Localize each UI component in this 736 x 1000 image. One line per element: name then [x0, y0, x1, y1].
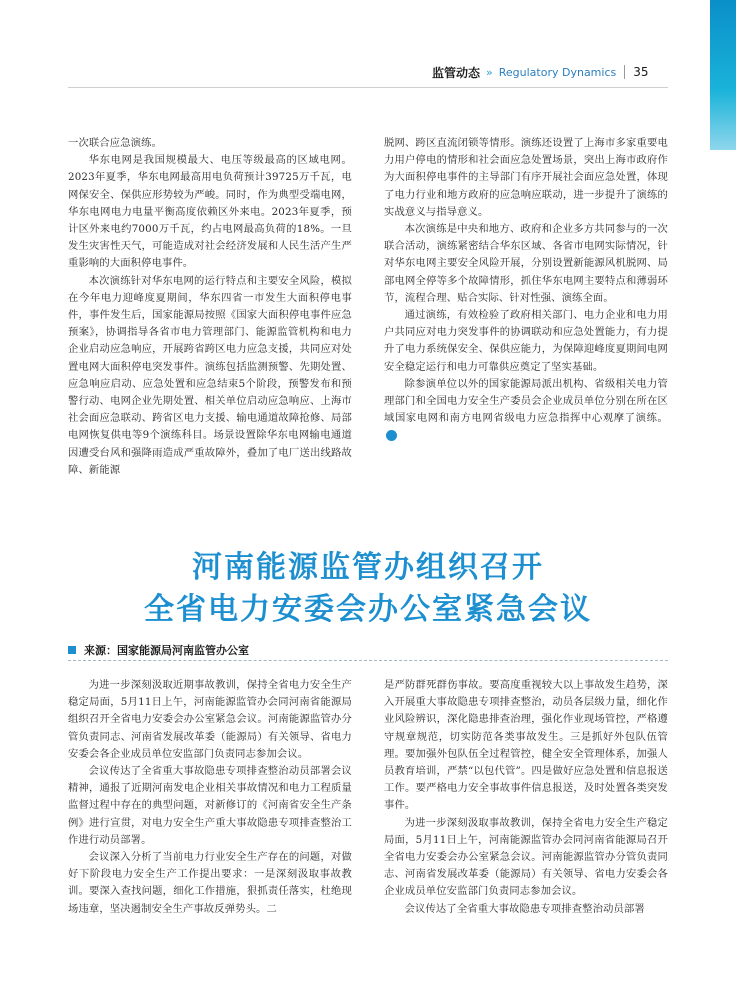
article2-column-right — [384, 677, 668, 918]
source-label: 来源：国家能源局河南监管办公室 — [84, 644, 249, 657]
chevron-right-icon: » — [486, 65, 493, 79]
paragraph: 为进一步深刻汲取事故教训，保持全省电力安全生产稳定局面，5月11日上午，河南能源监管办会同河南省能源局召开全省电力安委会办公室紧急会议。河南能源监管办分管负责同志、河南省发展改革委（能源局）有关领导、省电力安委会各企业成员单位安监部门负责同志参加会议。 — [384, 816, 668, 898]
paragraph-text: 除参演单位以外的国家能源局派出机构、省级相关电力管理部门和全国电力安全生产委员会企业成员单位分别在所在区域国家电网和南方电网省级电力应急指挥中心观摩了演练。 — [384, 377, 668, 425]
header-rule — [68, 87, 668, 88]
article1-column-left — [68, 135, 352, 479]
decorative-corner-band — [710, 0, 736, 150]
paragraph: 脱网、跨区直流闭锁等情形。演练还设置了上海市多家重要电力用户停电的情形和社会面应急处置场景，突出上海市政府作为大面积停电事件的主导部门有序开展社会面应急处置，体现了电力行业和地方政府的应急响应联动，进一步提升了演练的实战意义与指导意义。 — [384, 137, 668, 218]
article-headline-line2: 全省电力安委会办公室紧急会议 — [144, 592, 592, 627]
square-bullet-icon — [68, 646, 76, 654]
article1-column-right — [384, 135, 668, 445]
running-header — [432, 62, 672, 82]
paragraph: 通过演练，有效检验了政府相关部门、电力企业和电力用户共同应对电力突发事件的协调联动和应急处置能力，有力提升了电力系统保安全、保供应能力，为保障迎峰度夏期间电网安全稳定运行和电力可靠供应奠定了坚实基础。 — [384, 309, 668, 373]
section-title-en: Regulatory Dynamics — [498, 65, 617, 79]
section-title: 监管动态 — [432, 65, 481, 80]
article2-column-left — [68, 677, 352, 918]
page-number: 35 — [633, 65, 649, 79]
header-divider — [624, 65, 625, 79]
paragraph: 是严防群死群伤事故。要高度重视较大以上事故发生趋势，深入开展重大事故隐患专项排查整治，动员各层级力量，细化作业风险辨识，深化隐患排查治理，强化作业现场管控，严格遵守规章规范，切实防范各类事故发生。三是抓好外包队伍管理。要加强外包队伍全过程管控，健全安全管理体系，加强人员教育培训，严禁“以包代管”。四是做好应急处置和信息报送工作。要严格电力安全事故事件信息报送，及时处置各类突发事件。 — [384, 679, 668, 812]
paragraph: 本次演练是中央和地方、政府和企业多方共同参与的一次联合活动，演练紧密结合华东区域、各省市电网实际情况，针对华东电网主要安全风险开展，分别设置新能源风机脱网、局部电网全停等多个故障情形，抓住华东电网主要特点和薄弱环节，流程合理、贴合实际、针对性强、演练全面。 — [384, 223, 668, 304]
paragraph: 本次演练针对华东电网的运行特点和主要安全风险，模拟在今年电力迎峰度夏期间，华东四省一市发生大面积停电事件，事件发生后，国家能源局按照《国家大面积停电事件应急预案》，协调指导各省市电力管理部门、能源监管机构和电力企业启动应急响应，开展跨省跨区电力应急支援，共同应对处置电网大面积停电突发事件。演练包括监测预警、先期处置、应急响应启动、应急处置和应急结束5个阶段，预警发布和预警行动、电网企业先期处置、相关单位启动应急响应、上海市社会面应急联动、跨省区电力支援、输电通道故障抢修、局部电网恢复供电等9个演练科目。场景设置除华东电网输电通道因遭受台风和强降雨造成严重故障外，叠加了电厂送出线路故障、新能源 — [68, 274, 352, 476]
paragraph: 会议深入分析了当前电力行业安全生产存在的问题，对做好下阶段电力安全生产工作提出要求：一是深刻汲取事故教训。要深入查找问题，细化工作措施，狠抓责任落实，杜绝现场违章，坚决遏制安全生产事故反弹势头。二 — [68, 851, 352, 915]
paragraph: 会议传达了全省重大事故隐患专项排查整治动员部署 — [404, 902, 645, 915]
paragraph: 一次联合应急演练。 — [68, 137, 163, 149]
paragraph: 华东电网是我国规模最大、电压等级最高的区域电网。2023年夏季，华东电网最高用电负荷预计39725万千瓦，电网保安全、保供应形势较为严峻。同时，作为典型受端电网，华东电网电力电量平衡高度依赖区外来电。2023年夏季，预计区外来电约7000万千瓦，约占电网最高负荷的18%。一旦发生灾害性天气，可能造成对社会经济发展和人民生活产生严重影响的大面积停电事件。 — [68, 154, 352, 270]
article-headline-line1: 河南能源监管办组织召开 — [192, 550, 544, 585]
source-dashed-rule — [68, 660, 668, 661]
paragraph: 会议传达了全省重大事故隐患专项排查整治动员部署会议精神，通报了近期河南发电企业相关事故情况和电力工程质量监督过程中存在的典型问题，对新修订的《河南省安全生产条例》进行宣贯，对电力安全生产重大事故隐患专项排查整治工作进行动员部署。 — [68, 765, 352, 846]
article-source — [68, 641, 249, 659]
end-of-article-icon: C — [386, 430, 397, 441]
paragraph: 为进一步深刻汲取近期事故教训，保持全省电力安全生产稳定局面，5月11日上午，河南能源监管办会同河南省能源局组织召开全省电力安委会办公室紧急会议。河南能源监管办分管负责同志、河南省发展改革委（能源局）有关领导、省电力安委会各企业成员单位安监部门负责同志参加会议。 — [68, 679, 352, 760]
paragraph-last — [384, 376, 668, 445]
